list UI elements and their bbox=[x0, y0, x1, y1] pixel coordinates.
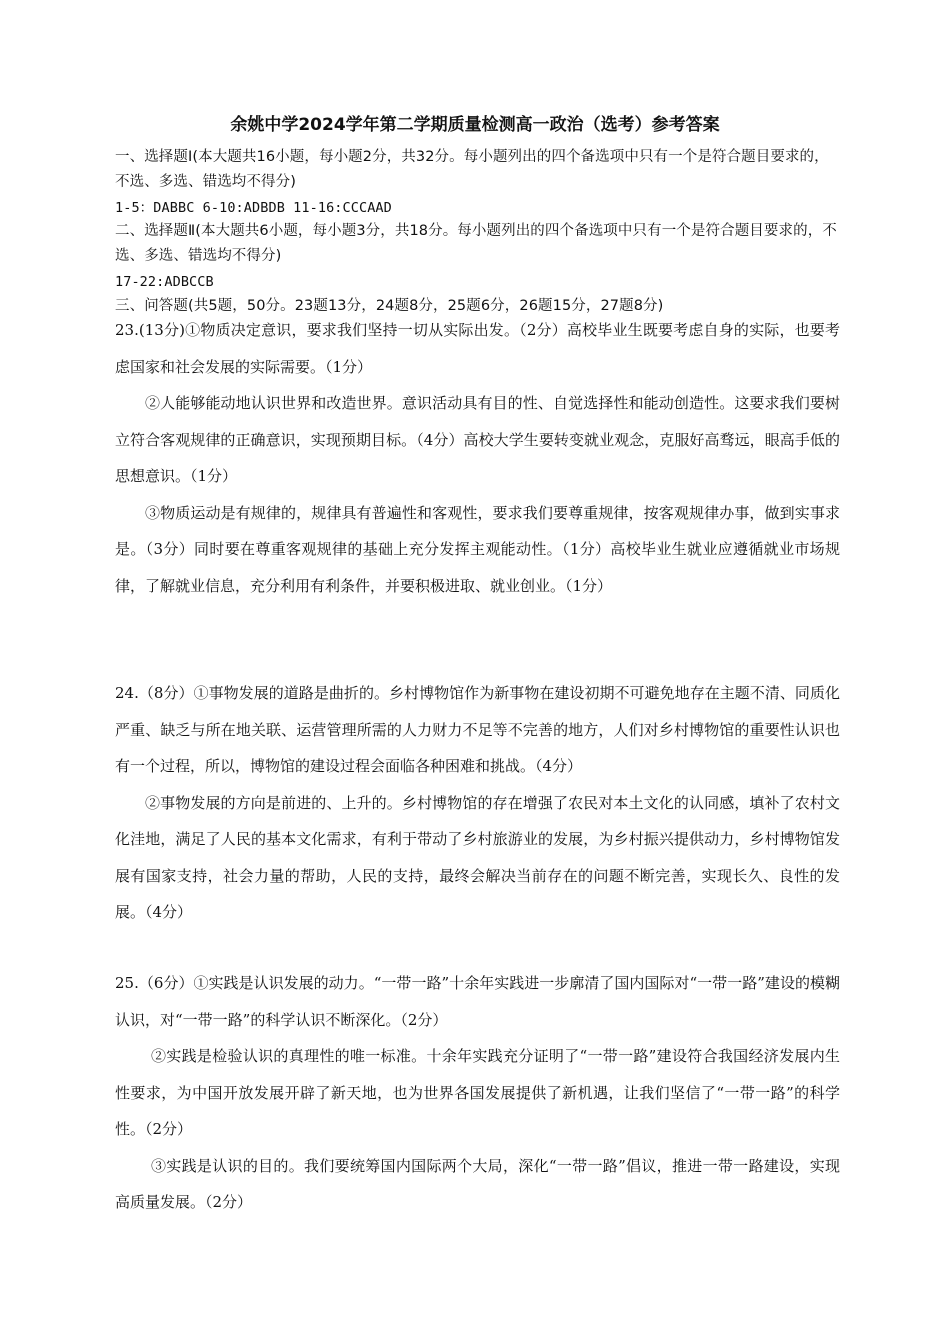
question-25 bbox=[115, 965, 840, 1221]
q25-paragraph-1: 25.（6分）①实践是认识发展的动力。“一带一路”十余年实践进一步廓清了国内国际对“一带一路”建设的模糊认识，对“一带一路”的科学认识不断深化。（2分） bbox=[115, 974, 840, 1029]
section1-answers: 1-5：DABBC 6-10:ADBDB 11-16:CCCAAD bbox=[115, 200, 392, 216]
section3-heading: 三、问答题(共5题，50分。23题13分，24题8分，25题6分，26题15分，27题8分) bbox=[115, 298, 664, 314]
q25-paragraph-2: ②实践是检验认识的真理性的唯一标准。十余年实践充分证明了“一带一路”建设符合我国经济发展内生性要求，为中国开放发展开辟了新天地，也为世界各国发展提供了新机遇，让我们坚信了“一带一路”的科学性。（2分） bbox=[115, 1047, 840, 1138]
section1-heading: 一、选择题Ⅰ(本大题共16小题，每小题2分，共32分。每小题列出的四个备选项中只有一个是符合题目要求的，不选、多选、错选均不得分) bbox=[115, 149, 829, 190]
q24-paragraph-2: ②事物发展的方向是前进的、上升的。乡村博物馆的存在增强了农民对本土文化的认同感，填补了农村文化洼地，满足了人民的基本文化需求，有利于带动了乡村旅游业的发展，为乡村振兴提供动力，乡村博物馆发展有国家支持，社会力量的帮助，人民的支持，最终会解决当前存在的问题不断完善，实现长久、良性的发展。（4分） bbox=[115, 793, 840, 921]
question-24 bbox=[115, 675, 840, 931]
q23-paragraph-3: ③物质运动是有规律的，规律具有普遍性和客观性，要求我们要尊重规律，按客观规律办事，做到实事求是。（3分）同时要在尊重客观规律的基础上充分发挥主观能动性。（1分）高校毕业生就业应遵循就业市场规律，了解就业信息，充分利用有利条件，并要积极进取、就业创业。（1分） bbox=[115, 503, 840, 595]
q25-paragraph-3: ③实践是认识的目的。我们要统筹国内国际两个大局，深化“一带一路”倡议，推进一带一路建设，实现高质量发展。（2分） bbox=[115, 1156, 840, 1211]
document-title: 余姚中学2024学年第二学期质量检测高一政治（选考）参考答案 bbox=[230, 115, 720, 135]
q24-paragraph-1: 24.（8分）①事物发展的道路是曲折的。乡村博物馆作为新事物在建设初期不可避免地存在主题不清、同质化严重、缺乏与所在地关联、运营管理所需的人力财力不足等不完善的地方，人们对乡村博物馆的重要性认识也有一个过程，所以，博物馆的建设过程会面临各种困难和挑战。（4分） bbox=[115, 684, 840, 775]
section2-heading: 二、选择题Ⅱ(本大题共6小题，每小题3分，共18分。每小题列出的四个备选项中只有一个是符合题目要求的，不选、多选、错选均不得分) bbox=[115, 223, 837, 264]
section2-answers: 17-22:ADBCCB bbox=[115, 274, 214, 290]
q23-paragraph-2: ②人能够能动地认识世界和改造世界。意识活动具有目的性、自觉选择性和能动创造性。这要求我们要树立符合客观规律的正确意识，实现预期目标。（4分）高校大学生要转变就业观念，克服好高骛远，眼高手低的思想意识。（1分） bbox=[115, 394, 840, 485]
q23-paragraph-1: 23.(13分)①物质决定意识，要求我们坚持一切从实际出发。（2分）高校毕业生既要考虑自身的实际，也要考虑国家和社会发展的实际需要。（1分） bbox=[115, 321, 840, 376]
question-23 bbox=[115, 312, 840, 604]
